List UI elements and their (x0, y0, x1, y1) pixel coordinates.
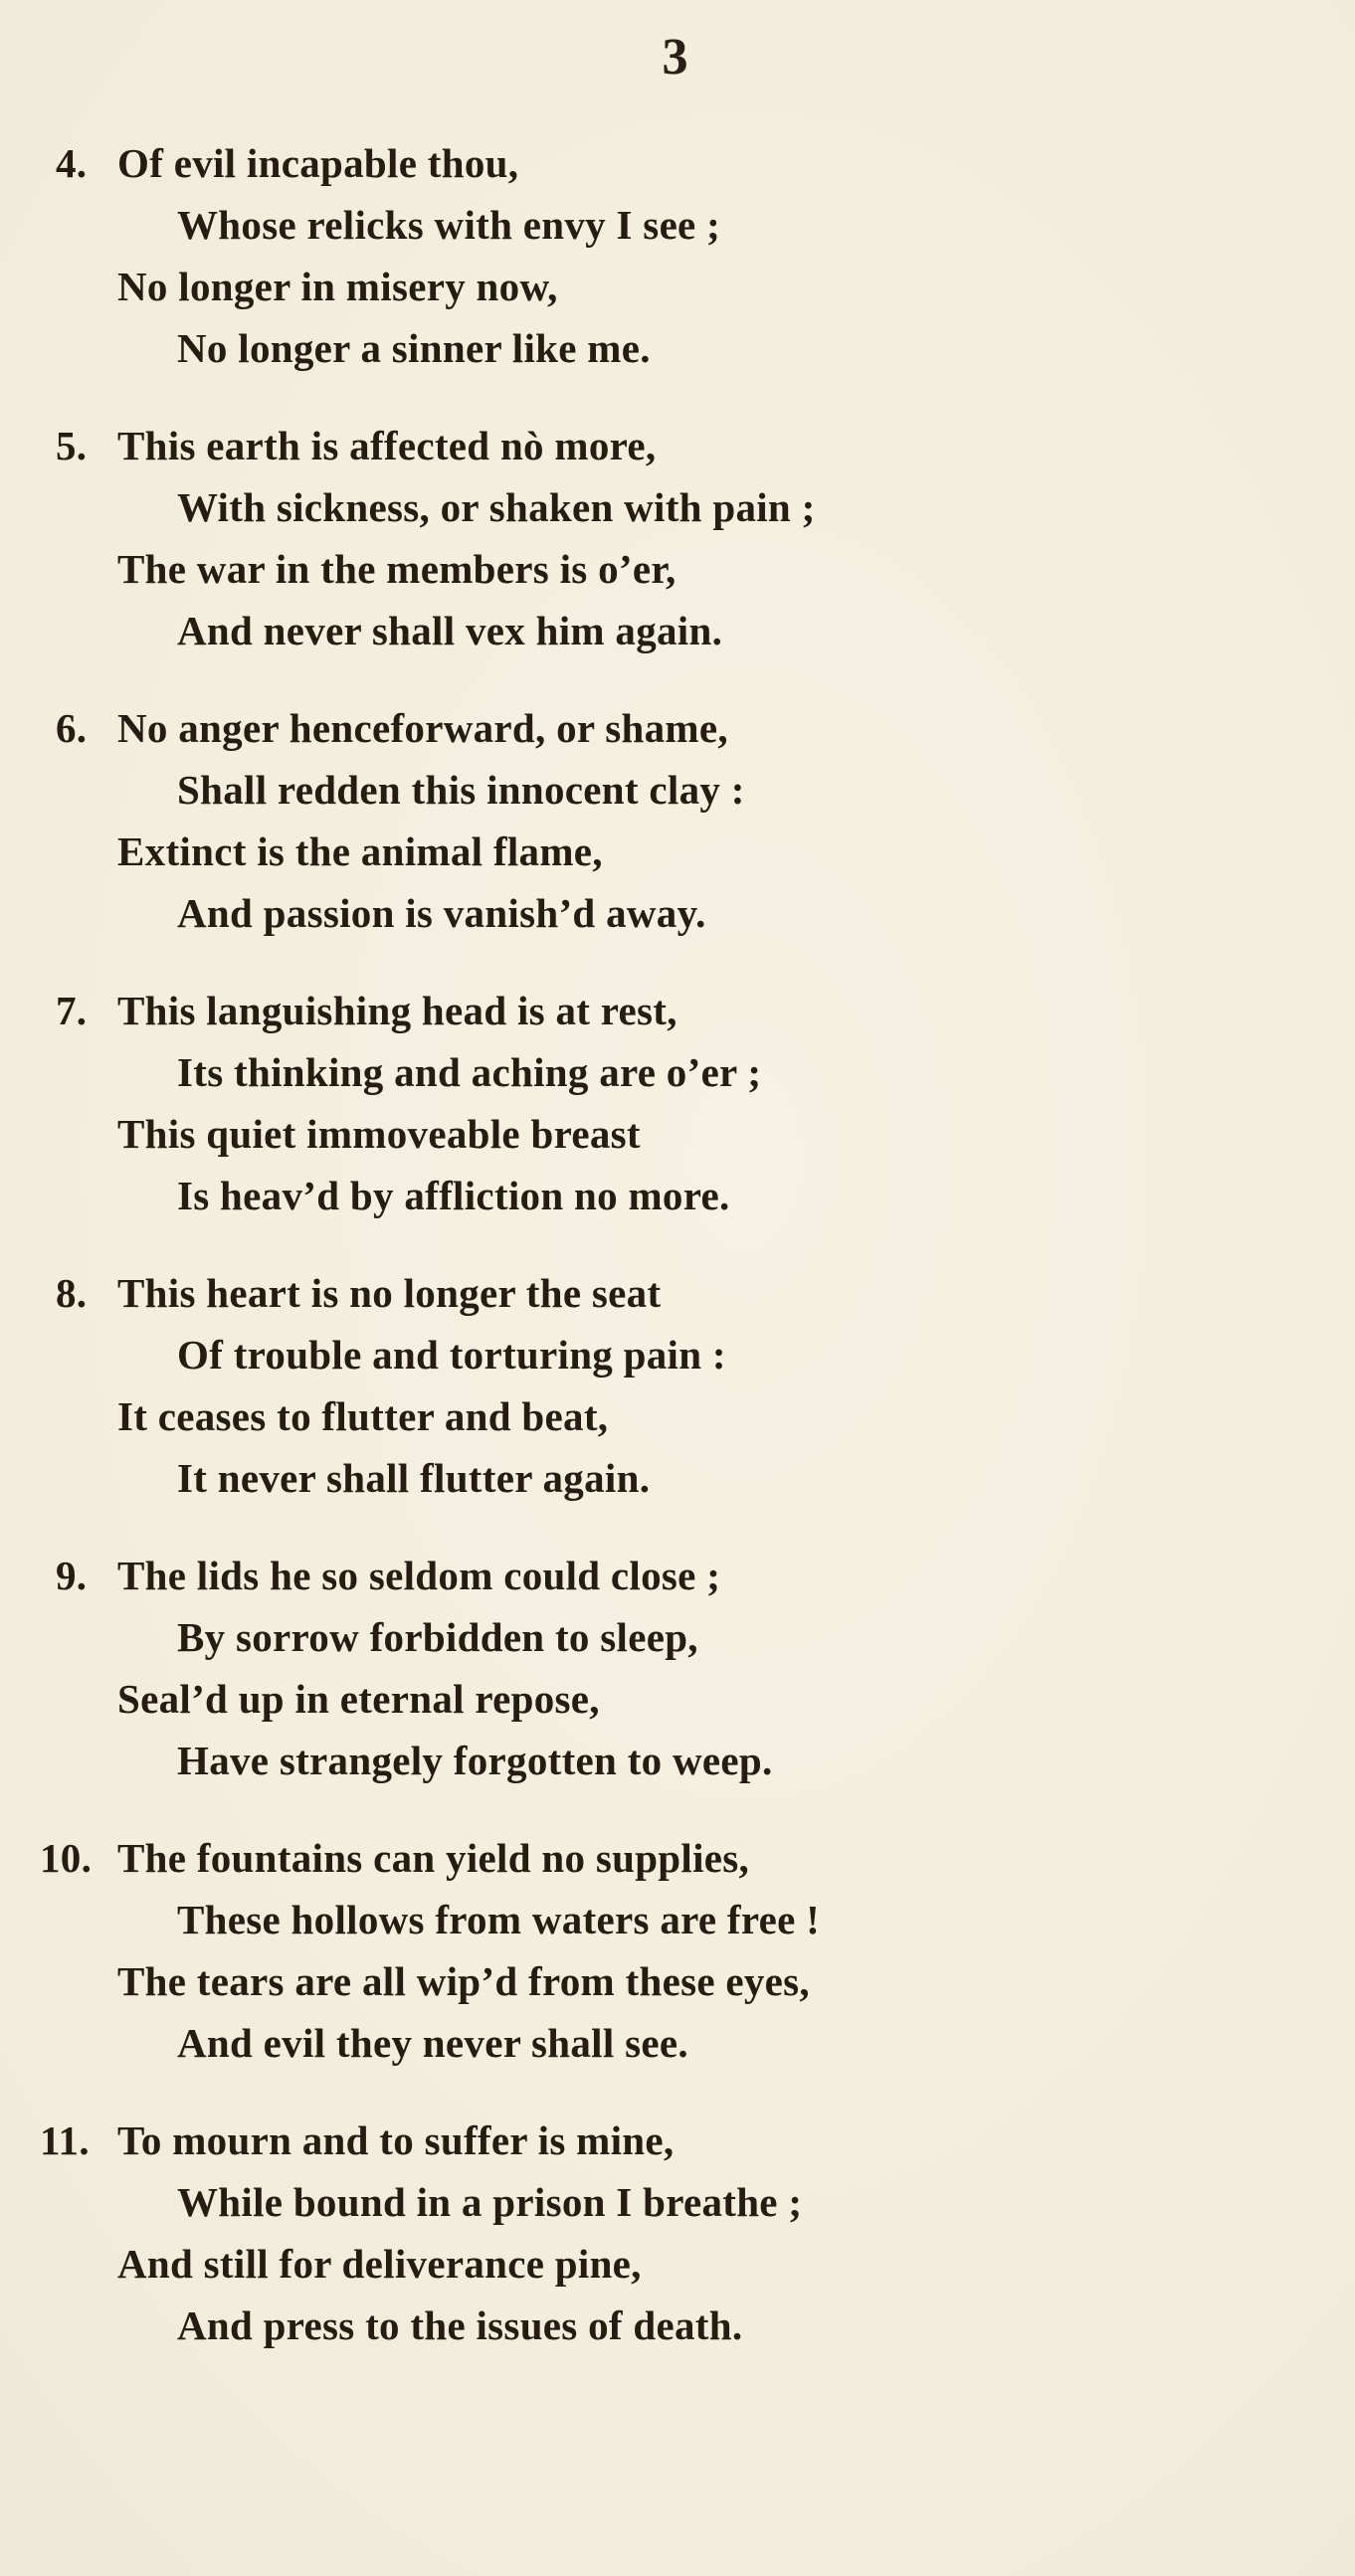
stanza (40, 2110, 1295, 2356)
stanza-line: Its thinking and aching are o’er ; (177, 1049, 762, 1095)
stanza (56, 1545, 1295, 1791)
stanza-line: The war in the members is o’er, (117, 546, 677, 592)
stanza-line: Have strangely forgotten to weep. (177, 1738, 773, 1783)
stanza-line: It ceases to flutter and beat, (117, 1393, 609, 1439)
stanza (56, 132, 1295, 379)
stanza-line: This languishing head is at rest, (117, 988, 678, 1033)
stanza (40, 1827, 1295, 2074)
stanza (56, 697, 1295, 944)
stanza-line: The lids he so seldom could close ; (117, 1553, 721, 1598)
stanza-line: The tears are all wip’d from these eyes, (117, 1958, 810, 2004)
stanza-number: 11. (40, 2117, 90, 2163)
stanza-line: This heart is no longer the seat (117, 1270, 662, 1316)
stanza-line: Extinct is the animal flame, (117, 828, 603, 874)
stanza-line: Seal’d up in eternal repose, (117, 1676, 600, 1722)
stanza-line: Of trouble and torturing pain : (177, 1332, 726, 1378)
stanza-line: No longer in misery now, (117, 264, 558, 309)
stanza-line: This quiet immoveable breast (117, 1111, 641, 1157)
stanza-line: No longer a sinner like me. (177, 325, 651, 371)
stanza-number: 9. (56, 1553, 88, 1598)
stanza-number: 8. (56, 1270, 88, 1316)
stanza-number: 4. (56, 140, 88, 186)
stanza-line: And still for deliverance pine, (117, 2241, 642, 2287)
stanza-line: And never shall vex him again. (177, 608, 723, 653)
stanza-line: By sorrow forbidden to sleep, (177, 1614, 698, 1660)
stanza-line: Shall redden this innocent clay : (177, 767, 745, 813)
stanza-line: Of evil incapable thou, (117, 140, 519, 186)
stanza-line: To mourn and to suffer is mine, (117, 2117, 675, 2163)
stanza-line: These hollows from waters are free ! (177, 1897, 821, 1942)
stanza (56, 1262, 1295, 1509)
stanza-line: And passion is vanish’d away. (177, 890, 706, 936)
stanza (56, 415, 1295, 661)
stanza-line: While bound in a prison I breathe ; (177, 2179, 803, 2225)
stanza-number: 5. (56, 423, 88, 468)
poem-body (40, 132, 1295, 2356)
stanza-number: 7. (56, 988, 88, 1033)
stanza-number: 10. (40, 1835, 93, 1881)
stanza-line: And press to the issues of death. (177, 2302, 743, 2348)
stanza-line: This earth is affected nò more, (117, 423, 657, 468)
stanza-line: It never shall flutter again. (177, 1455, 651, 1501)
stanza-line: The fountains can yield no supplies, (117, 1835, 750, 1881)
stanza (56, 980, 1295, 1226)
stanza-number: 6. (56, 705, 88, 751)
stanza-line: No anger henceforward, or shame, (117, 705, 728, 751)
stanza-line: Is heav’d by affliction no more. (177, 1173, 730, 1218)
stanza-line: Whose relicks with envy I see ; (177, 202, 721, 248)
page-number: 3 (662, 29, 689, 86)
stanza-line: And evil they never shall see. (177, 2020, 688, 2066)
stanza-line: With sickness, or shaken with pain ; (177, 484, 816, 530)
